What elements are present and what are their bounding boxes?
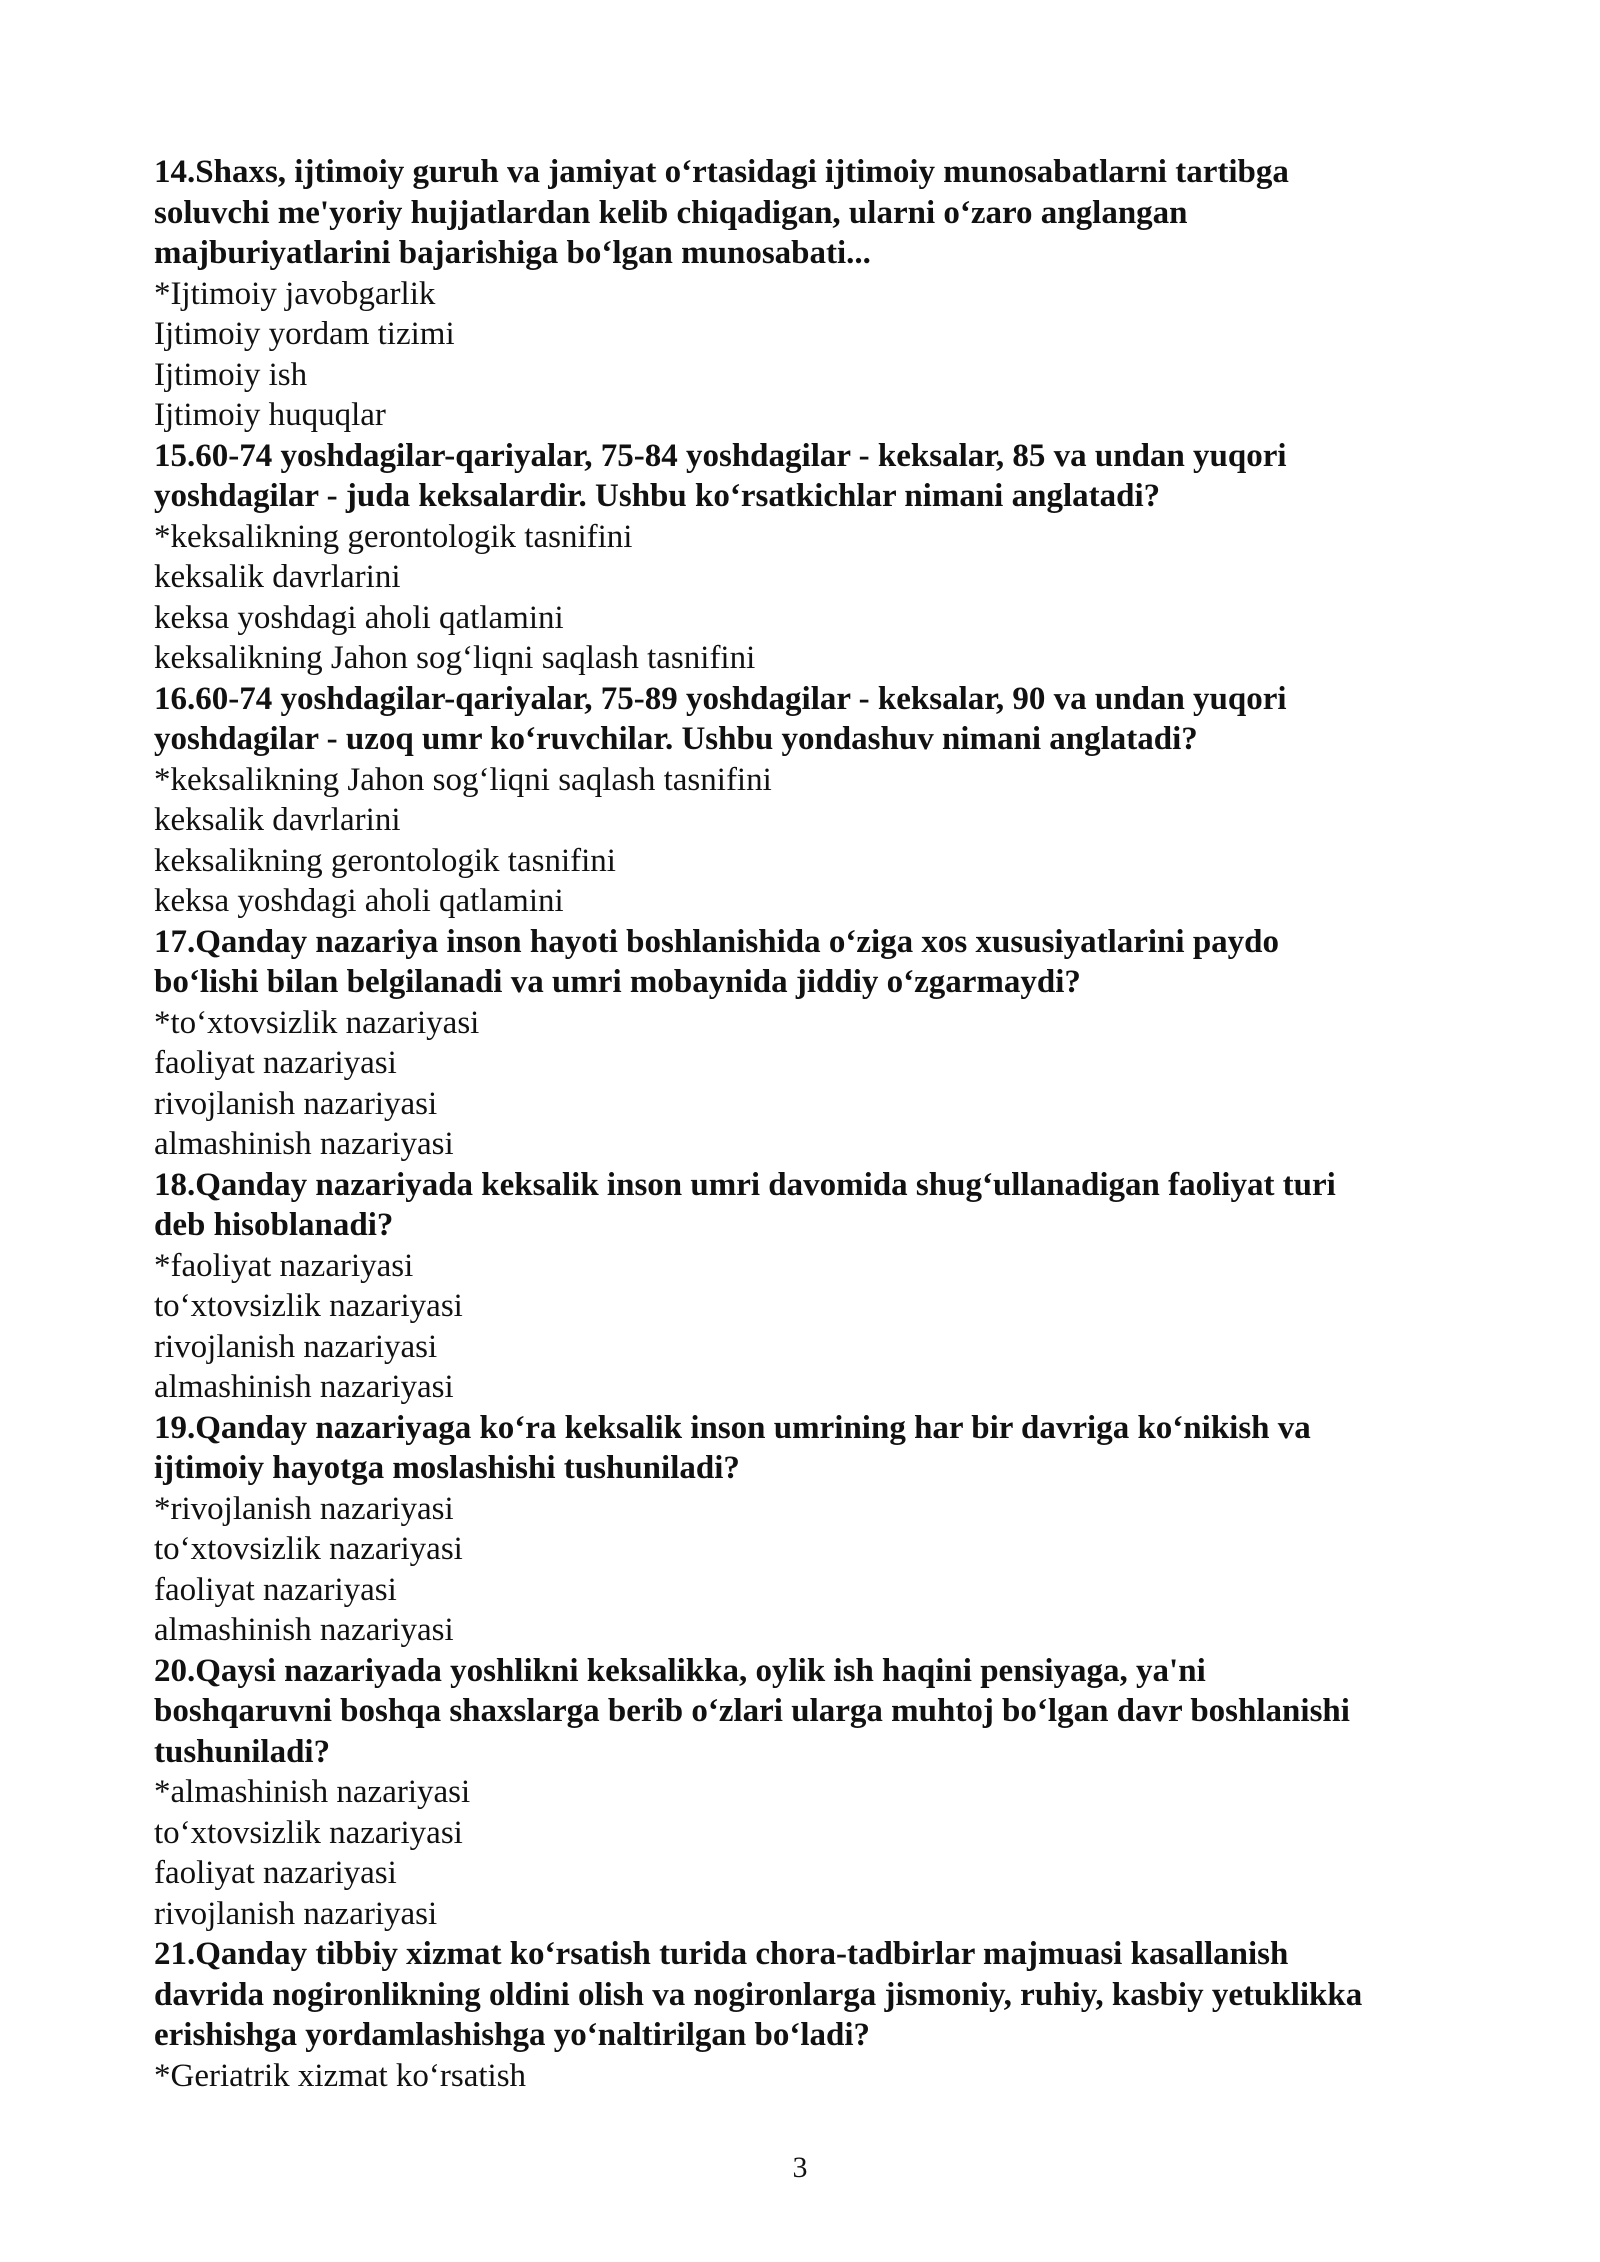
answer-option: to‘xtovsizlik nazariyasi: [154, 1288, 463, 1324]
question-line: soluvchi me'yoriy hujjatlardan kelib chiqadigan, ularni o‘zaro anglangan: [154, 194, 1188, 231]
answer-option: almashinish nazariyasi: [154, 1612, 454, 1648]
question-block: [154, 1165, 1454, 1408]
answer-option: faoliyat nazariyasi: [154, 1571, 397, 1608]
answer-option: almashinish nazariyasi: [154, 1126, 454, 1162]
answer-option-correct: *rivojlanish nazariyasi: [154, 1490, 454, 1527]
answer-option: to‘xtovsizlik nazariyasi: [154, 1814, 463, 1851]
answer-option-correct: *Ijtimoiy javobgarlik: [154, 275, 436, 312]
question-block: [154, 1934, 1454, 2096]
question-text: [154, 679, 1454, 760]
question-line: erishishga yordamlashishga yo‘naltirilgan bo‘ladi?: [154, 2017, 871, 2053]
question-block: [154, 1651, 1454, 1935]
question-line: tushuniladi?: [154, 1733, 331, 1770]
answer-option: rivojlanish nazariyasi: [154, 1895, 438, 1932]
answer-option: keksa yoshdagi aholi qatlamini: [154, 599, 564, 636]
answer-option: keksalik davrlarini: [154, 559, 401, 595]
question-text: [154, 922, 1454, 1003]
answer-option-correct: *Geriatrik xizmat ko‘rsatish: [154, 2057, 527, 2094]
document-page-content: [154, 152, 1454, 2096]
question-block: [154, 679, 1454, 922]
question-line: bo‘lishi bilan belgilanadi va umri mobaynida jiddiy o‘zgarmaydi?: [154, 964, 1081, 1000]
question-line: yoshdagilar - uzoq umr ko‘ruvchilar. Ushbu yondashuv nimani anglatadi?: [154, 721, 1198, 757]
question-text: [154, 1165, 1454, 1246]
question-line: boshqaruvni boshqa shaxslarga berib o‘zlari ularga muhtoj bo‘lgan davr boshlanishi: [154, 1693, 1350, 1729]
answer-option: Ijtimoiy huquqlar: [154, 397, 386, 433]
question-text: [154, 1408, 1454, 1489]
question-line: deb hisoblanadi?: [154, 1207, 394, 1243]
question-line: 14.Shaxs, ijtimoiy guruh va jamiyat o‘rtasidagi ijtimoiy munosabatlarni tartibga: [154, 154, 1289, 190]
answer-option: keksa yoshdagi aholi qatlamini: [154, 883, 564, 919]
answer-option: faoliyat nazariyasi: [154, 1045, 397, 1081]
question-line: 20.Qaysi nazariyada yoshlikni keksalikka, oylik ish haqini pensiyaga, ya'ni: [154, 1652, 1206, 1689]
question-block: [154, 1408, 1454, 1651]
answer-option-correct: *to‘xtovsizlik nazariyasi: [154, 1004, 480, 1041]
answer-option-correct: *faoliyat nazariyasi: [154, 1247, 414, 1284]
question-line: 17.Qanday nazariya inson hayoti boshlanishida o‘ziga xos xususiyatlarini paydo: [154, 923, 1280, 960]
question-block: [154, 922, 1454, 1165]
question-block: [154, 152, 1454, 436]
answer-option: to‘xtovsizlik nazariyasi: [154, 1531, 463, 1567]
answer-option: Ijtimoiy ish: [154, 356, 308, 393]
answer-option-correct: *almashinish nazariyasi: [154, 1774, 471, 1810]
question-text: [154, 1651, 1454, 1773]
question-line: 21.Qanday tibbiy xizmat ko‘rsatish turida chora-tadbirlar majmuasi kasallanish: [154, 1936, 1289, 1972]
page-number: 3: [792, 2151, 808, 2184]
question-line: 15.60-74 yoshdagilar-qariyalar, 75-84 yoshdagilar - keksalar, 85 va undan yuqori: [154, 437, 1287, 474]
question-line: 19.Qanday nazariyaga ko‘ra keksalik inson umrining har bir davriga ko‘nikish va: [154, 1409, 1311, 1446]
question-line: 18.Qanday nazariyada keksalik inson umri davomida shug‘ullanadigan faoliyat turi: [154, 1166, 1336, 1203]
question-line: davrida nogironlikning oldini olish va nogironlarga jismoniy, ruhiy, kasbiy yetuklikka: [154, 1976, 1363, 2013]
question-text: [154, 1934, 1454, 2056]
question-text: [154, 152, 1454, 274]
answer-option: Ijtimoiy yordam tizimi: [154, 316, 455, 352]
answer-option: rivojlanish nazariyasi: [154, 1328, 438, 1365]
answer-option: rivojlanish nazariyasi: [154, 1085, 438, 1122]
answer-option: keksalikning gerontologik tasnifini: [154, 842, 616, 879]
answer-option-correct: *keksalikning Jahon sog‘liqni saqlash tasnifini: [154, 761, 772, 798]
question-line: majburiyatlarini bajarishiga bo‘lgan munosabati...: [154, 235, 871, 271]
question-line: 16.60-74 yoshdagilar-qariyalar, 75-89 yoshdagilar - keksalar, 90 va undan yuqori: [154, 680, 1287, 717]
answer-option: faoliyat nazariyasi: [154, 1855, 397, 1891]
answer-option: keksalik davrlarini: [154, 802, 401, 838]
answer-option: almashinish nazariyasi: [154, 1369, 454, 1405]
question-line: ijtimoiy hayotga moslashishi tushuniladi?: [154, 1450, 740, 1486]
question-line: yoshdagilar - juda keksalardir. Ushbu ko‘rsatkichlar nimani anglatadi?: [154, 478, 1161, 514]
question-text: [154, 436, 1454, 517]
question-block: [154, 436, 1454, 679]
answer-option: keksalikning Jahon sog‘liqni saqlash tasnifini: [154, 640, 756, 676]
answer-option-correct: *keksalikning gerontologik tasnifini: [154, 518, 633, 555]
